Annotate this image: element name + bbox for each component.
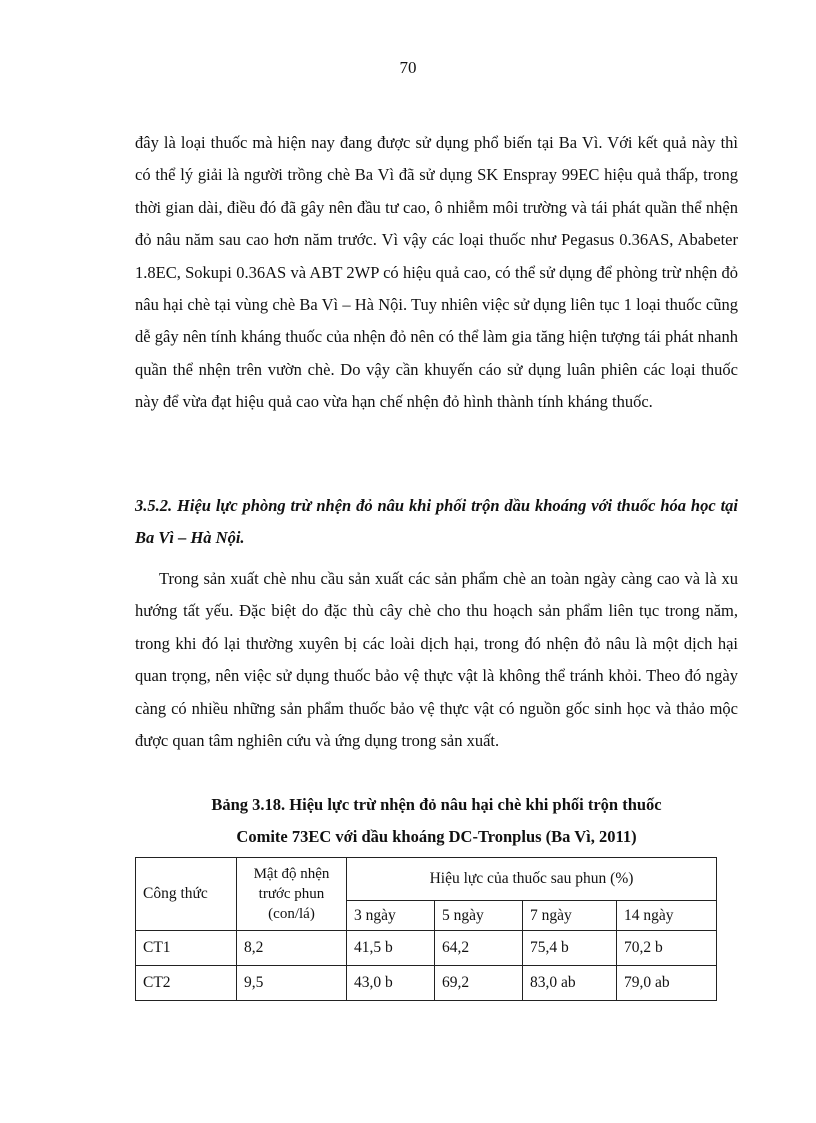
header-day-7: 7 ngày: [522, 901, 616, 931]
header-efficacy: Hiệu lực của thuốc sau phun (%): [347, 858, 717, 901]
header-density: Mật độ nhện trước phun (con/lá): [237, 858, 347, 931]
cell-formula: CT1: [136, 931, 237, 966]
body-paragraph-1: đây là loại thuốc mà hiện nay đang được sử dụng phổ biến tại Ba Vì. Với kết quả này thì có thể lý giải là người trồng chè Ba Vì đã sử dụng SK Enspray 99EC hiệu quả thấp, trong thời gian dài, điều đó đã gây nên đầu tư cao, ô nhiễm môi trường và tái phát quần thể nhện đỏ nâu năm sau cao hơn năm trước. Vì vậy các loại thuốc như Pegasus 0.36AS, Ababeter 1.8EC, Sokupi 0.36AS và ABT 2WP có hiệu quả cao, có thể sử dụng để phòng trừ nhện đỏ nâu hại chè tại vùng chè Ba Vì – Hà Nội. Tuy nhiên việc sử dụng liên tục 1 loại thuốc cũng dễ gây nên tính kháng thuốc của nhện đỏ nên có thể làm gia tăng hiện tượng tái phát nhanh quần thể nhện trên vườn chè. Do vậy cần khuyến cáo sử dụng luân phiên các loại thuốc này để vừa đạt hiệu quả cao vừa hạn chế nhện đỏ hình thành tính kháng thuốc.: [135, 133, 738, 412]
table-header-row: [136, 858, 717, 901]
efficacy-table: [135, 857, 717, 1001]
cell-day-5: 64,2: [434, 931, 522, 966]
cell-day-7: 83,0 ab: [522, 966, 616, 1001]
cell-day-3: 41,5 b: [347, 931, 435, 966]
body-paragraph-2: Trong sản xuất chè nhu cầu sản xuất các sản phẩm chè an toàn ngày càng cao và là xu hướng tất yếu. Đặc biệt do đặc thù cây chè cho thu hoạch sản phẩm liên tục trong năm, trong khi đó lại thường xuyên bị các loài dịch hại, trong đó nhện đỏ nâu là một dịch hại quan trọng, nên việc sử dụng thuốc bảo vệ thực vật là không thể tránh khỏi. Theo đó ngày càng có nhiều những sản phẩm thuốc bảo vệ thực vật có nguồn gốc sinh học và thảo mộc được quan tâm nghiên cứu và ứng dụng trong sản xuất.: [135, 569, 738, 751]
table-row: [136, 966, 717, 1001]
page-number: 70: [399, 58, 417, 77]
header-day-3: 3 ngày: [347, 901, 435, 931]
table-row: [136, 931, 717, 966]
cell-day-5: 69,2: [434, 966, 522, 1001]
cell-day-14: 70,2 b: [616, 931, 716, 966]
table-caption-line-1: Bảng 3.18. Hiệu lực trừ nhện đỏ nâu hại chè khi phối trộn thuốc: [211, 795, 662, 814]
table-caption-line-2: Comite 73EC với dầu khoáng DC-Tronplus (Ba Vì, 2011): [236, 827, 637, 846]
header-day-5: 5 ngày: [434, 901, 522, 931]
cell-density: 9,5: [237, 966, 347, 1001]
cell-formula: CT2: [136, 966, 237, 1001]
section-heading: 3.5.2. Hiệu lực phòng trừ nhện đỏ nâu khi phối trộn dầu khoáng với thuốc hóa học tại Ba Vì – Hà Nội.: [135, 496, 738, 547]
cell-day-14: 79,0 ab: [616, 966, 716, 1001]
cell-density: 8,2: [237, 931, 347, 966]
header-formula: Công thức: [136, 858, 237, 931]
header-day-14: 14 ngày: [616, 901, 716, 931]
cell-day-7: 75,4 b: [522, 931, 616, 966]
cell-day-3: 43,0 b: [347, 966, 435, 1001]
table-caption: [135, 789, 738, 853]
